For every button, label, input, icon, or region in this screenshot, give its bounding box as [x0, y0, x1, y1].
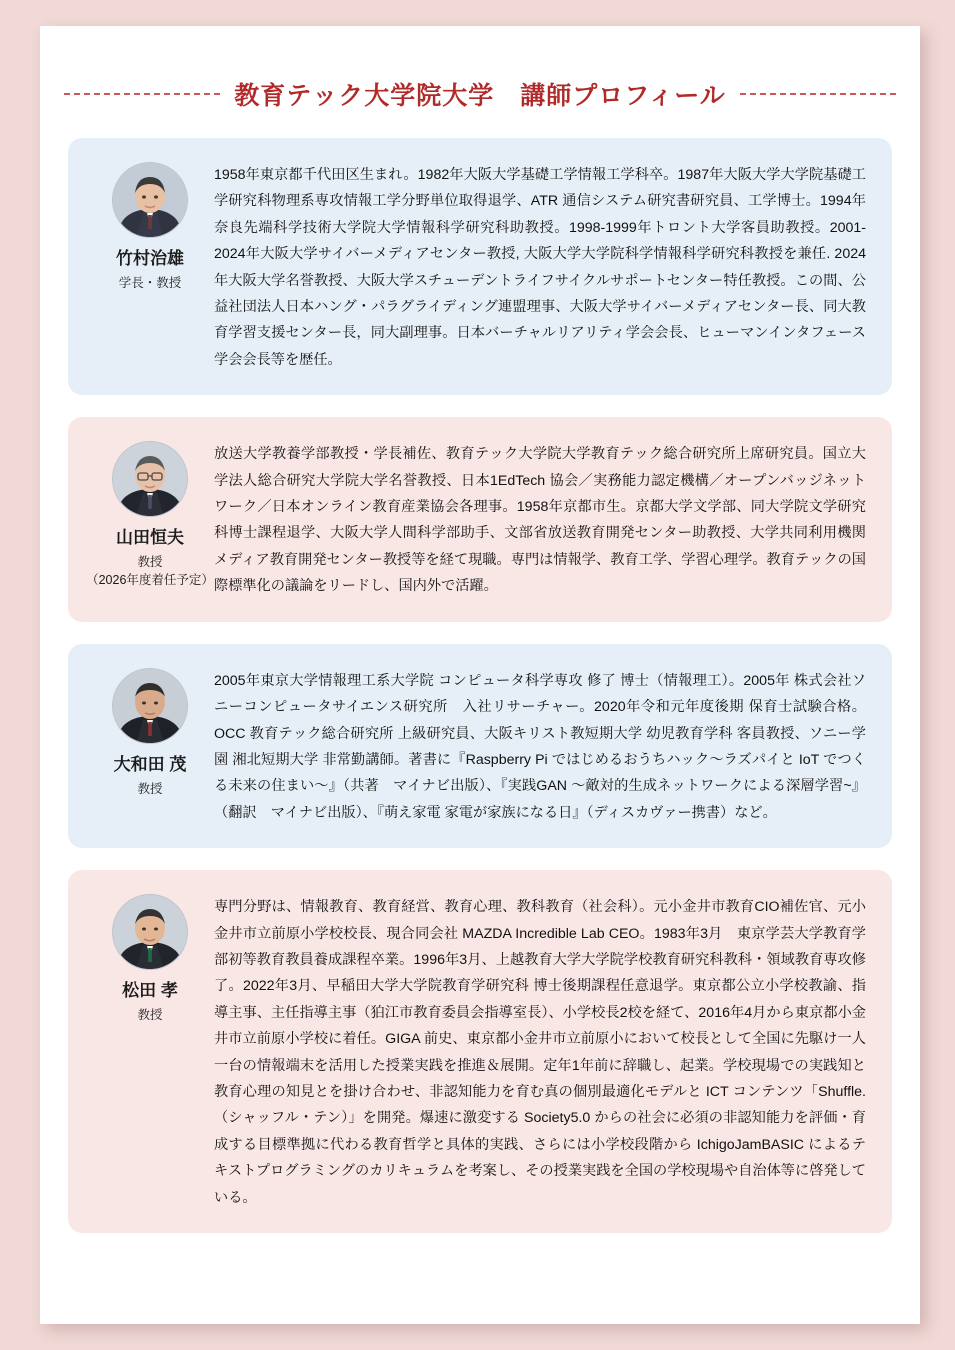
profile-identity	[86, 892, 214, 1211]
avatar	[112, 441, 188, 517]
profile-bio: 1958年東京都千代田区生まれ。1982年大阪大学基礎工学情報工学科卒。1987年大阪大学大学院基礎工学研究科物理系専攻情報工学分野単位取得退学、ATR 通信システム研究書研究員、工学博士。1994年奈良先端科学技術大学院大学情報科学研究科助教授。1998-1999年トロント大学客員助教授。2001-2024年大阪大学サイバーメディアセンター教授, 大阪大学大学院科学情報科学研究科教授を兼任. 2024年大阪大学名誉教授、大阪大学スチューデントライフサイクルサポートセンター特任教授。この間、公益社団法人日本ハング・パラグライディング連盟理事、大阪大学サイバーメディアセンター長、同大教育学習支援センター長，同大副理事。日本バーチャルリアリティ学会会長、ヒューマンインタフェース学会会長等を歴任。	[214, 167, 866, 368]
avatar	[112, 668, 188, 744]
document-page	[40, 26, 920, 1324]
profile-bio: 専門分野は、情報教育、教育経営、教育心理、教科教育（社会科）。元小金井市教育CIO補佐官、元小金井市立前原小学校校長、現合同会社 MAZDA Incredible Lab CEO。1983年3月 東京学芸大学教育学部初等教育教員養成課程卒業。1996年3月、上越教育大学大学院学校教育研究科教科・領域教育専攻修了。2022年3月、早稲田大学大学院教育学研究科 博士後期課程任意退学。東京都公立小学校教諭、指導主事、主任指導主事（狛江市教育委員会指導室長）、小学校長2校を経て、2016年4月から東京都小金井市立前原小学校に着任。GIGA 前史、東京都小金井市立前原小において校長として全国に先駆け一人一台の情報端末を活用した授業実践を推進＆展開。定年1年前に辞職し、起業。学校現場での実践知と教育心理の知見とを掛け合わせ、非認知能力を育む真の個別最適化モデルと ICT コンテンツ「Shuffle.（シャッフル・テン）」を開発。爆速に激変する Society5.0 からの社会に必須の非認知能力を評価・育成する目標準拠に代わる教育哲学と具体的実践、さらには小学校段階から IchigoJamBASIC によるテキストプログラミングのカリキュラムを考案し、その授業実践を全国の学校現場や自治体等に啓発している。	[214, 899, 866, 1206]
profile-card	[68, 644, 892, 848]
avatar	[112, 894, 188, 970]
profile-card	[68, 417, 892, 621]
title-row	[40, 76, 920, 112]
profile-identity	[86, 439, 214, 599]
profile-identity	[86, 666, 214, 826]
profile-name: 山田恒夫	[116, 528, 184, 548]
page-title: 教育テック大学院大学 講師プロフィール	[234, 82, 726, 110]
profile-name: 大和田 茂	[113, 754, 187, 774]
profile-role: 教授	[137, 555, 163, 570]
profile-bio: 放送大学教養学部教授・学長補佐、教育テック大学院大学教育テック総合研究所上席研究員。国立大学法人総合研究大学院大学名誉教授、日本1EdTech 協会／実務能力認定機構／オープンバッジネットワーク／日本オンライン教育産業協会各理事。1958年京都市生。京都大学文学部、同大学院文学研究科博士課程退学、大阪大学人間科学部助手、文部省放送教育開発センター助教授、大学共同利用機関メディア教育開発センター教授等を経て現職。専門は情報学、教育工学、学習心理学。教育テックの国際標準化の議論をリードし、国内外で活躍。	[214, 446, 866, 595]
profile-bio: 2005年東京大学情報理工系大学院 コンピュータ科学専攻 修了 博士（情報理工）。2005年 株式会社ソニーコンピュータサイエンス研究所 入社リサーチャー。2020年令和元年度後期 保育士試験合格。OCC 教育テック総合研究所 上級研究員、大阪キリスト教短期大学 幼児教育学科 客員教授、ソニー学園 湘北短期大学 非常勤講師。著書に『Raspberry Pi ではじめるおうちハック～ラズパイと IoT でつくる未来の住まい～』（共著 マイナビ出版）、『実践GAN ～敵対的生成ネットワークによる深層学習~』（翻訳 マイナビ出版）、『萌え家電 家電が家族になる日』（ディスカヴァー携書）など。	[214, 672, 866, 821]
dashed-rule-left	[64, 93, 220, 95]
profile-name: 松田 孝	[122, 981, 178, 1001]
profile-card-list	[68, 138, 892, 1233]
profile-note: （2026年度着任予定）	[86, 573, 214, 588]
profile-role: 教授	[137, 1008, 163, 1023]
profile-role: 学長・教授	[118, 276, 182, 291]
profile-card	[68, 870, 892, 1233]
profile-card	[68, 138, 892, 395]
dashed-rule-right	[740, 93, 896, 95]
profile-role: 教授	[137, 781, 163, 796]
avatar	[112, 162, 188, 238]
profile-identity	[86, 160, 214, 373]
profile-name: 竹村治雄	[116, 249, 184, 268]
